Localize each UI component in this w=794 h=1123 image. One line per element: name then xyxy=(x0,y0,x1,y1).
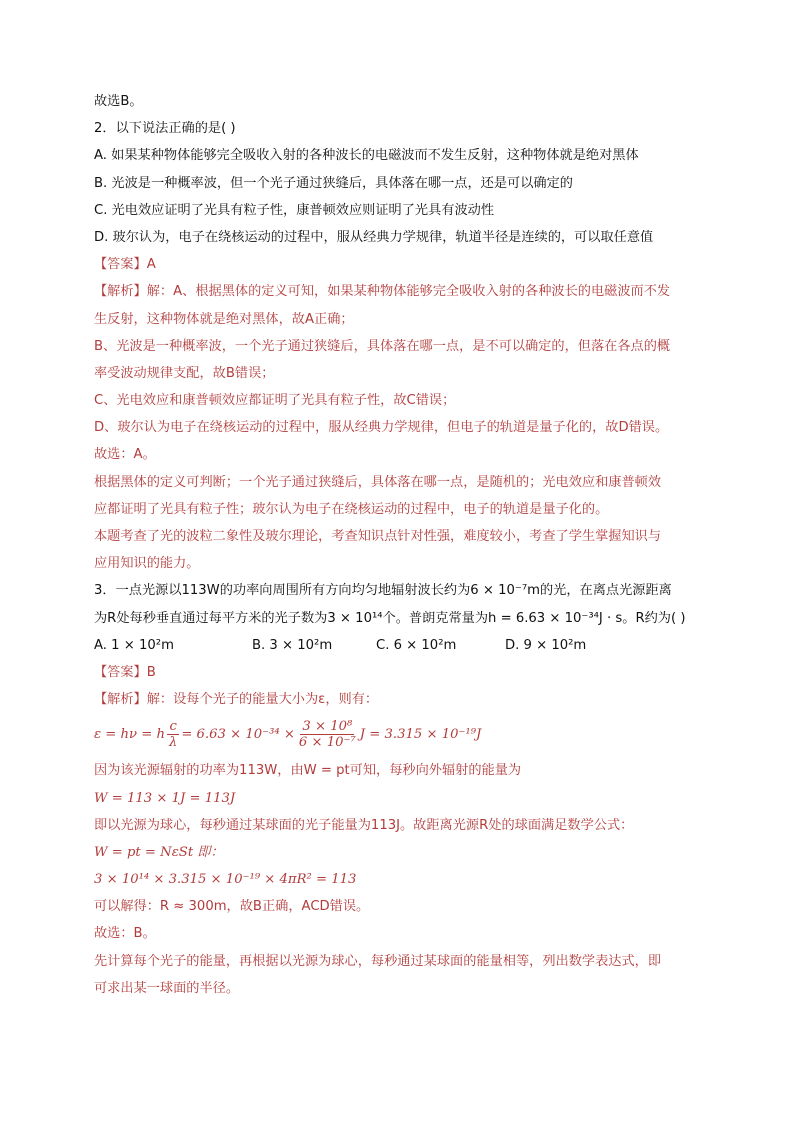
question-2-option-b: B. 光波是一种概率波，但一个光子通过狭缝后，具体落在哪一点，还是可以确定的 xyxy=(94,175,573,191)
question-2-comment-2: 应用知识的能力。 xyxy=(94,556,200,572)
energy-per-second-formula: W = 113 × 1J = 113J xyxy=(94,790,236,806)
question-3-analysis-1: 【解析】解：设每个光子的能量大小为ε，则有： xyxy=(94,692,379,708)
conclusion-prev: 故选B。 xyxy=(94,94,143,109)
question-3-stem-2: 为R处每秒垂直通过每平方米的光子数为3 × 10¹⁴个。普朗克常量为h = 6.63 × 10⁻³⁴J · s。R约为( ) xyxy=(94,610,686,626)
question-3-conclusion: 故选：B。 xyxy=(94,926,156,942)
fraction-denominator: λ xyxy=(168,735,178,751)
photon-energy-formula xyxy=(94,713,714,757)
question-3-option-d: D. 9 × 10²m xyxy=(505,637,587,653)
question-2-option-c: C. 光电效应证明了光具有粒子性，康普顿效应则证明了光具有波动性 xyxy=(94,202,495,218)
question-2-comment-1: 本题考查了光的波粒二象性及玻尔理论，考查知识点针对性强，难度较小，考查了学生掌握知识与 xyxy=(94,529,662,544)
document-page xyxy=(94,88,714,1002)
fraction-speed-over-wavelength xyxy=(297,719,358,750)
power-equation: W = pt = NεSt 即： xyxy=(94,844,224,860)
question-2-analysis-1: 【解析】解：A、根据黑体的定义可知，如果某种物体能够完全吸收入射的各种波长的电磁波而不发 xyxy=(94,284,671,300)
fraction-numerator: 3 × 10⁸ xyxy=(302,719,353,735)
question-3-result: 可以解得：R ≈ 300m，故B正确，ACD错误。 xyxy=(94,899,370,915)
question-2-option-d: D. 玻尔认为，电子在绕核运动的过程中，服从经典力学规律，轨道半径是连续的，可以取任意值 xyxy=(94,229,654,245)
question-2-analysis-5: C、光电效应和康普顿效应都证明了光具有粒子性，故C错误； xyxy=(94,393,456,409)
question-3-options xyxy=(94,632,714,659)
question-3-stem-1: 3．一点光源以113W的功率向周围所有方向均匀地辐射波长约为6 × 10⁻⁷m的光，在离点光源距离 xyxy=(94,583,672,599)
question-2-stem: 2．以下说法正确的是( ) xyxy=(94,121,236,137)
fraction-denominator: 6 × 10⁻⁷ xyxy=(298,735,356,751)
question-2-analysis-3: B、光波是一种概率波，一个光子通过狭缝后，具体落在哪一点，是不可以确定的，但落在各点的概 xyxy=(94,338,671,354)
question-3-option-a: A. 1 × 10²m xyxy=(94,637,174,653)
question-2-option-a: A. 如果某种物体能够完全吸收入射的各种波长的电磁波而不发生反射，这种物体就是绝对黑体 xyxy=(94,148,639,164)
question-2-summary-2: 应都证明了光具有粒子性；玻尔认为电子在绕核运动的过程中，电子的轨道是量子化的。 xyxy=(94,501,609,517)
formula-lhs: ε = hν = h xyxy=(94,727,165,743)
question-3-summary-2: 可求出某一球面的半径。 xyxy=(94,980,240,996)
sphere-equation: 3 × 10¹⁴ × 3.315 × 10⁻¹⁹ × 4πR² = 113 xyxy=(94,872,357,888)
formula-rhs: J = 3.315 × 10⁻¹⁹J xyxy=(359,727,482,743)
question-2-summary-1: 根据黑体的定义可判断；一个光子通过狭缝后，具体落在哪一点，是随机的；光电效应和康普顿效 xyxy=(94,474,662,490)
question-3-analysis-3: 即以光源为球心，每秒通过某球面的光子能量为113J。故距离光源R处的球面满足数学公式： xyxy=(94,817,634,833)
question-3-option-b: B. 3 × 10²m xyxy=(252,637,333,653)
question-2-analysis-4: 率受波动规律支配，故B错误； xyxy=(94,365,275,381)
question-2-conclusion: 故选：A。 xyxy=(94,447,156,463)
fraction-c-over-lambda xyxy=(167,719,179,750)
formula-mid: = 6.63 × 10⁻³⁴ × xyxy=(181,727,295,743)
question-3-analysis-2: 因为该光源辐射的功率为113W，由W = pt可知，每秒向外辐射的能量为 xyxy=(94,763,522,779)
question-2-answer: 【答案】A xyxy=(94,257,156,273)
question-2-analysis-2: 生反射，这种物体就是绝对黑体，故A正确； xyxy=(94,311,354,327)
question-2-analysis-6: D、玻尔认为电子在绕核运动的过程中，服从经典力学规律，但电子的轨道是量子化的，故D错误。 xyxy=(94,420,669,436)
question-3-summary-1: 先计算每个光子的能量，再根据以光源为球心，每秒通过某球面的能量相等，列出数学表达式，即 xyxy=(94,953,662,969)
question-3-option-c: C. 6 × 10²m xyxy=(376,637,457,653)
question-3-answer: 【答案】B xyxy=(94,664,156,680)
fraction-numerator: c xyxy=(169,719,177,735)
